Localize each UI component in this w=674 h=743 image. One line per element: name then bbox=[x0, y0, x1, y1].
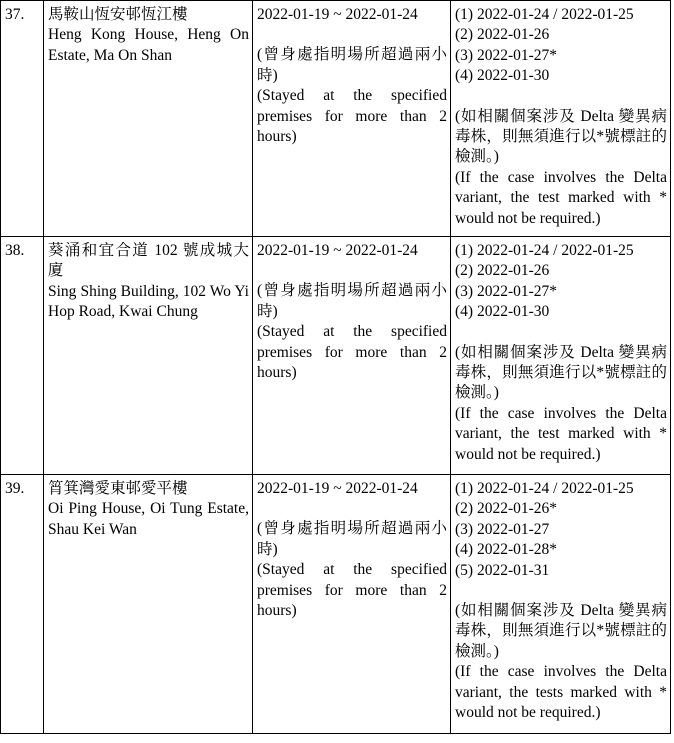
test-date: (1) 2022-01-24 / 2022-01-25 bbox=[455, 242, 634, 259]
test-date: (4) 2022-01-30 bbox=[455, 303, 550, 321]
test-date: (4) 2022-01-28* bbox=[455, 541, 558, 559]
table-row bbox=[1, 237, 671, 475]
test-date: (3) 2022-01-27* bbox=[455, 282, 558, 300]
delta-note-en: (If the case involves the Delta variant, the test marked with * would not be required.) bbox=[455, 404, 667, 463]
period-note-en: (Stayed at the specified premises for more than 2 hours) bbox=[257, 561, 447, 620]
address-cell bbox=[44, 475, 253, 734]
tests-cell bbox=[451, 237, 671, 475]
address-cell bbox=[44, 237, 253, 475]
address-zh: 葵涌和宜合道 102 號成城大廈 bbox=[48, 242, 249, 280]
delta-note-zh: (如相關個案涉及 Delta 變異病毒株，則無須進行以*號標註的檢測。) bbox=[455, 343, 667, 402]
period-cell bbox=[253, 237, 451, 475]
row-number: 39. bbox=[5, 480, 25, 497]
test-date: (1) 2022-01-24 / 2022-01-25 bbox=[455, 480, 634, 497]
period: 2022-01-19 ~ 2022-01-24 bbox=[257, 6, 418, 23]
test-date: (1) 2022-01-24 / 2022-01-25 bbox=[455, 6, 634, 23]
delta-note-zh: (如相關個案涉及 Delta 變異病毒株，則無須進行以*號標註的檢測。) bbox=[455, 602, 667, 660]
address-en: Sing Shing Building, 102 Wo Yi Hop Road, Kwai Chung bbox=[48, 282, 249, 321]
period: 2022-01-19 ~ 2022-01-24 bbox=[257, 480, 418, 497]
period-cell bbox=[253, 1, 451, 237]
table-row bbox=[1, 475, 671, 734]
period-cell bbox=[253, 475, 451, 734]
period-note-zh: (曾身處指明場所超過兩小時) bbox=[257, 46, 447, 84]
table-row bbox=[1, 1, 671, 237]
delta-note-en: (If the case involves the Delta variant, the test marked with * would not be required.) bbox=[455, 168, 667, 227]
period-note-zh: (曾身處指明場所超過兩小時) bbox=[257, 282, 447, 320]
period: 2022-01-19 ~ 2022-01-24 bbox=[257, 242, 418, 259]
row-number-cell bbox=[1, 1, 44, 237]
test-date: (2) 2022-01-26 bbox=[455, 26, 550, 44]
test-date: (3) 2022-01-27 bbox=[455, 520, 550, 538]
address-zh: 馬鞍山恆安邨恆江樓 bbox=[48, 6, 188, 23]
test-date: (4) 2022-01-30 bbox=[455, 67, 550, 85]
test-date: (5) 2022-01-31 bbox=[455, 561, 550, 579]
period-note-en: (Stayed at the specified premises for more than 2 hours) bbox=[257, 87, 447, 146]
tests-cell bbox=[451, 475, 671, 734]
test-date: (2) 2022-01-26 bbox=[455, 262, 550, 280]
address-cell bbox=[44, 1, 253, 237]
period-note-zh: (曾身處指明場所超過兩小時) bbox=[257, 520, 447, 558]
row-number-cell bbox=[1, 237, 44, 475]
address-zh: 筲箕灣愛東邨愛平樓 bbox=[48, 480, 188, 497]
delta-note-zh: (如相關個案涉及 Delta 變異病毒株，則無須進行以*號標註的檢測。) bbox=[455, 107, 667, 166]
delta-note-en: (If the case involves the Delta variant, the tests marked with * would not be required.) bbox=[455, 663, 667, 722]
test-date: (2) 2022-01-26* bbox=[455, 500, 558, 518]
row-number-cell bbox=[1, 475, 44, 734]
test-date: (3) 2022-01-27* bbox=[455, 46, 558, 64]
address-en: Oi Ping House, Oi Tung Estate, Shau Kei Wan bbox=[48, 500, 249, 538]
address-en: Heng Kong House, Heng On Estate, Ma On Shan bbox=[48, 26, 249, 64]
row-number: 37. bbox=[5, 6, 25, 23]
tests-cell bbox=[451, 1, 671, 237]
period-note-en: (Stayed at the specified premises for more than 2 hours) bbox=[257, 323, 447, 382]
row-number: 38. bbox=[5, 242, 25, 259]
